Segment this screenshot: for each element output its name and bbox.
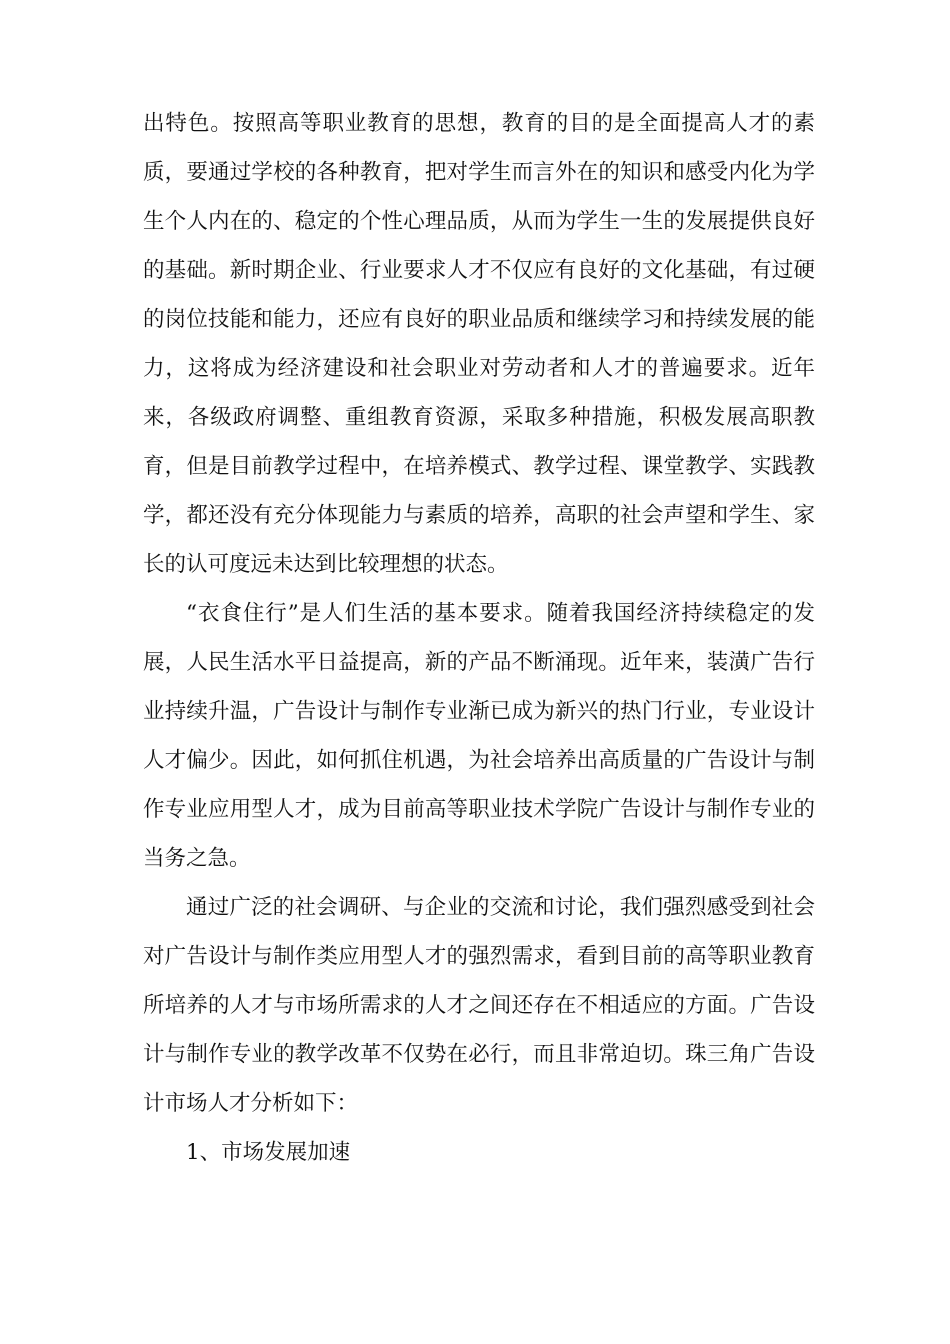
paragraph-continued: 出特色。按照高等职业教育的思想，教育的目的是全面提高人才的素质，要通过学校的各种教育，把对学生而言外在的知识和感受内化为学生个人内在的、稳定的个性心理品质，从而为学生一生的发展提供良好的基础。新时期企业、行业要求人才不仅应有良好的文化基础，有过硬的岗位技能和能力，还应有良好的职业品质和继续学习和持续发展的能力，这将成为经济建设和社会职业对劳动者和人才的普遍要求。近年来，各级政府调整、重组教育资源，采取多种措施，积极发展高职教育，但是目前教学过程中，在培养模式、教学过程、课堂教学、实践教学，都还没有充分体现能力与素质的培养，高职的社会声望和学生、家长的认可度远未达到比较理想的状态。 (143, 111, 815, 577)
paragraph-market-survey: 通过广泛的社会调研、与企业的交流和讨论，我们强烈感受到社会对广告设计与制作类应用型人才的强烈需求，看到目前的高等职业教育所培养的人才与市场所需求的人才之间还存在不相适应的方面。广告设计与制作专业的教学改革不仅势在必行，而且非常迫切。珠三角广告设计市场人才分析如下： (143, 895, 815, 1116)
section-heading-market-acceleration: 1、市场发展加速 (186, 1140, 351, 1165)
paragraph-clothing-food: “衣食住行”是人们生活的基本要求。随着我国经济持续稳定的发展，人民生活水平日益提高，新的产品不断涌现。近年来，装潢广告行业持续升温，广告设计与制作专业渐已成为新兴的热门行业，专业设计人才偏少。因此，如何抓住机遇，为社会培养出高质量的广告设计与制作专业应用型人才，成为目前高等职业技术学院广告设计与制作专业的当务之急。 (143, 601, 815, 871)
document-body (143, 99, 815, 1177)
